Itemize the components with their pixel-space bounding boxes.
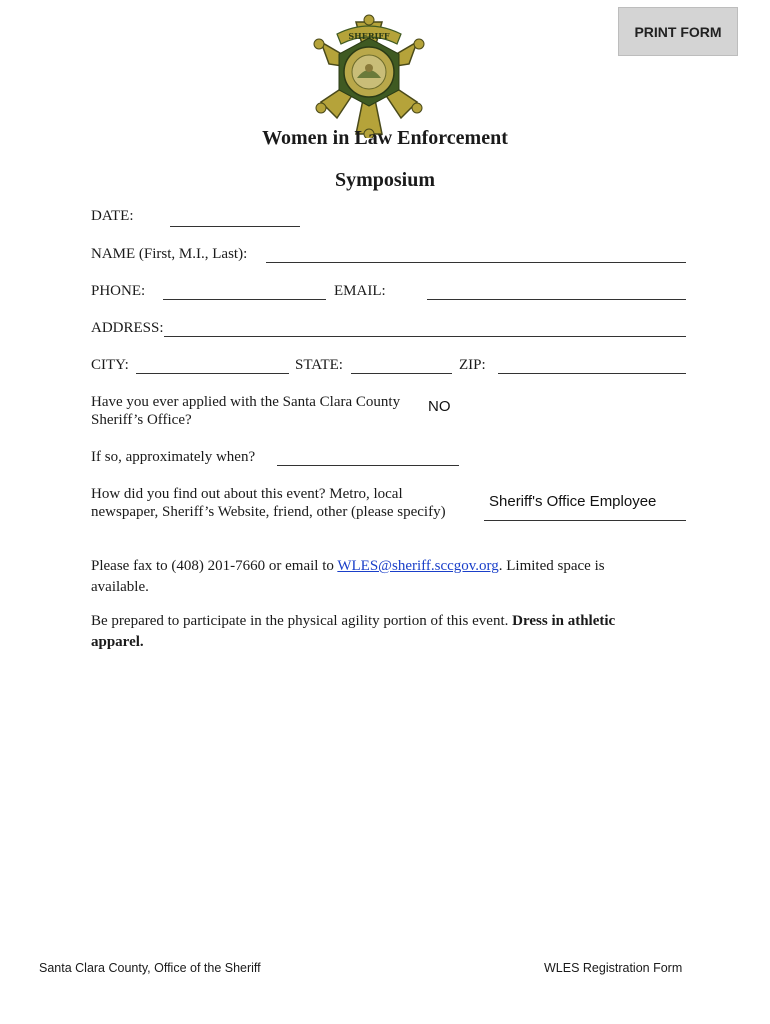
prepare-bold-line1: Dress in athletic	[512, 613, 616, 629]
email-link[interactable]: WLES@sheriff.sccgov.org	[337, 558, 499, 574]
page-title: Women in Law Enforcement	[262, 127, 508, 149]
source-answer-field[interactable]: Sheriff's Office Employee	[489, 493, 657, 510]
date-label: DATE:	[91, 208, 134, 224]
zip-field[interactable]	[498, 373, 686, 374]
prepare-instructions	[91, 611, 691, 653]
print-form-button[interactable]: PRINT FORM	[618, 7, 738, 56]
phone-label: PHONE:	[91, 283, 146, 299]
fax-text-after: . Limited space is	[498, 558, 605, 574]
applied-answer-field[interactable]: NO	[428, 398, 451, 415]
fax-text-line2: available.	[91, 579, 149, 595]
name-label: NAME (First, M.I., Last):	[91, 246, 248, 262]
name-field[interactable]	[266, 262, 686, 263]
address-field[interactable]	[164, 336, 686, 337]
phone-field[interactable]	[163, 299, 326, 300]
sheriff-badge-logo	[313, 12, 425, 138]
city-label: CITY:	[91, 357, 129, 373]
address-label: ADDRESS:	[91, 320, 164, 336]
state-field[interactable]	[351, 373, 452, 374]
when-field[interactable]	[277, 465, 459, 466]
applied-question-line1: Have you ever applied with the Santa Clara County	[91, 394, 401, 410]
prepare-bold-line2: apparel.	[91, 634, 144, 650]
footer-left: Santa Clara County, Office of the Sheriff	[39, 961, 261, 975]
applied-question-line2: Sheriff’s Office?	[91, 412, 192, 428]
when-label: If so, approximately when?	[91, 449, 256, 465]
fax-instructions	[91, 556, 671, 598]
state-label: STATE:	[295, 357, 343, 373]
source-question-line1: How did you find out about this event? Metro, local	[91, 486, 403, 502]
fax-text-before: Please fax to (408) 201-7660 or email to	[91, 558, 338, 574]
page-subtitle: Symposium	[334, 169, 436, 191]
badge-text: SHERIFF	[348, 31, 390, 41]
footer-right: WLES Registration Form	[544, 961, 683, 975]
prepare-text: Be prepared to participate in the physical agility portion of this event.	[91, 613, 513, 629]
city-field[interactable]	[136, 373, 289, 374]
date-field[interactable]	[170, 226, 300, 227]
zip-label: ZIP:	[459, 357, 486, 373]
email-label: EMAIL:	[334, 283, 386, 299]
source-question-line2: newspaper, Sheriff’s Website, friend, other (please specify)	[91, 504, 446, 520]
source-answer-underline	[484, 520, 686, 521]
email-field[interactable]	[427, 299, 686, 300]
